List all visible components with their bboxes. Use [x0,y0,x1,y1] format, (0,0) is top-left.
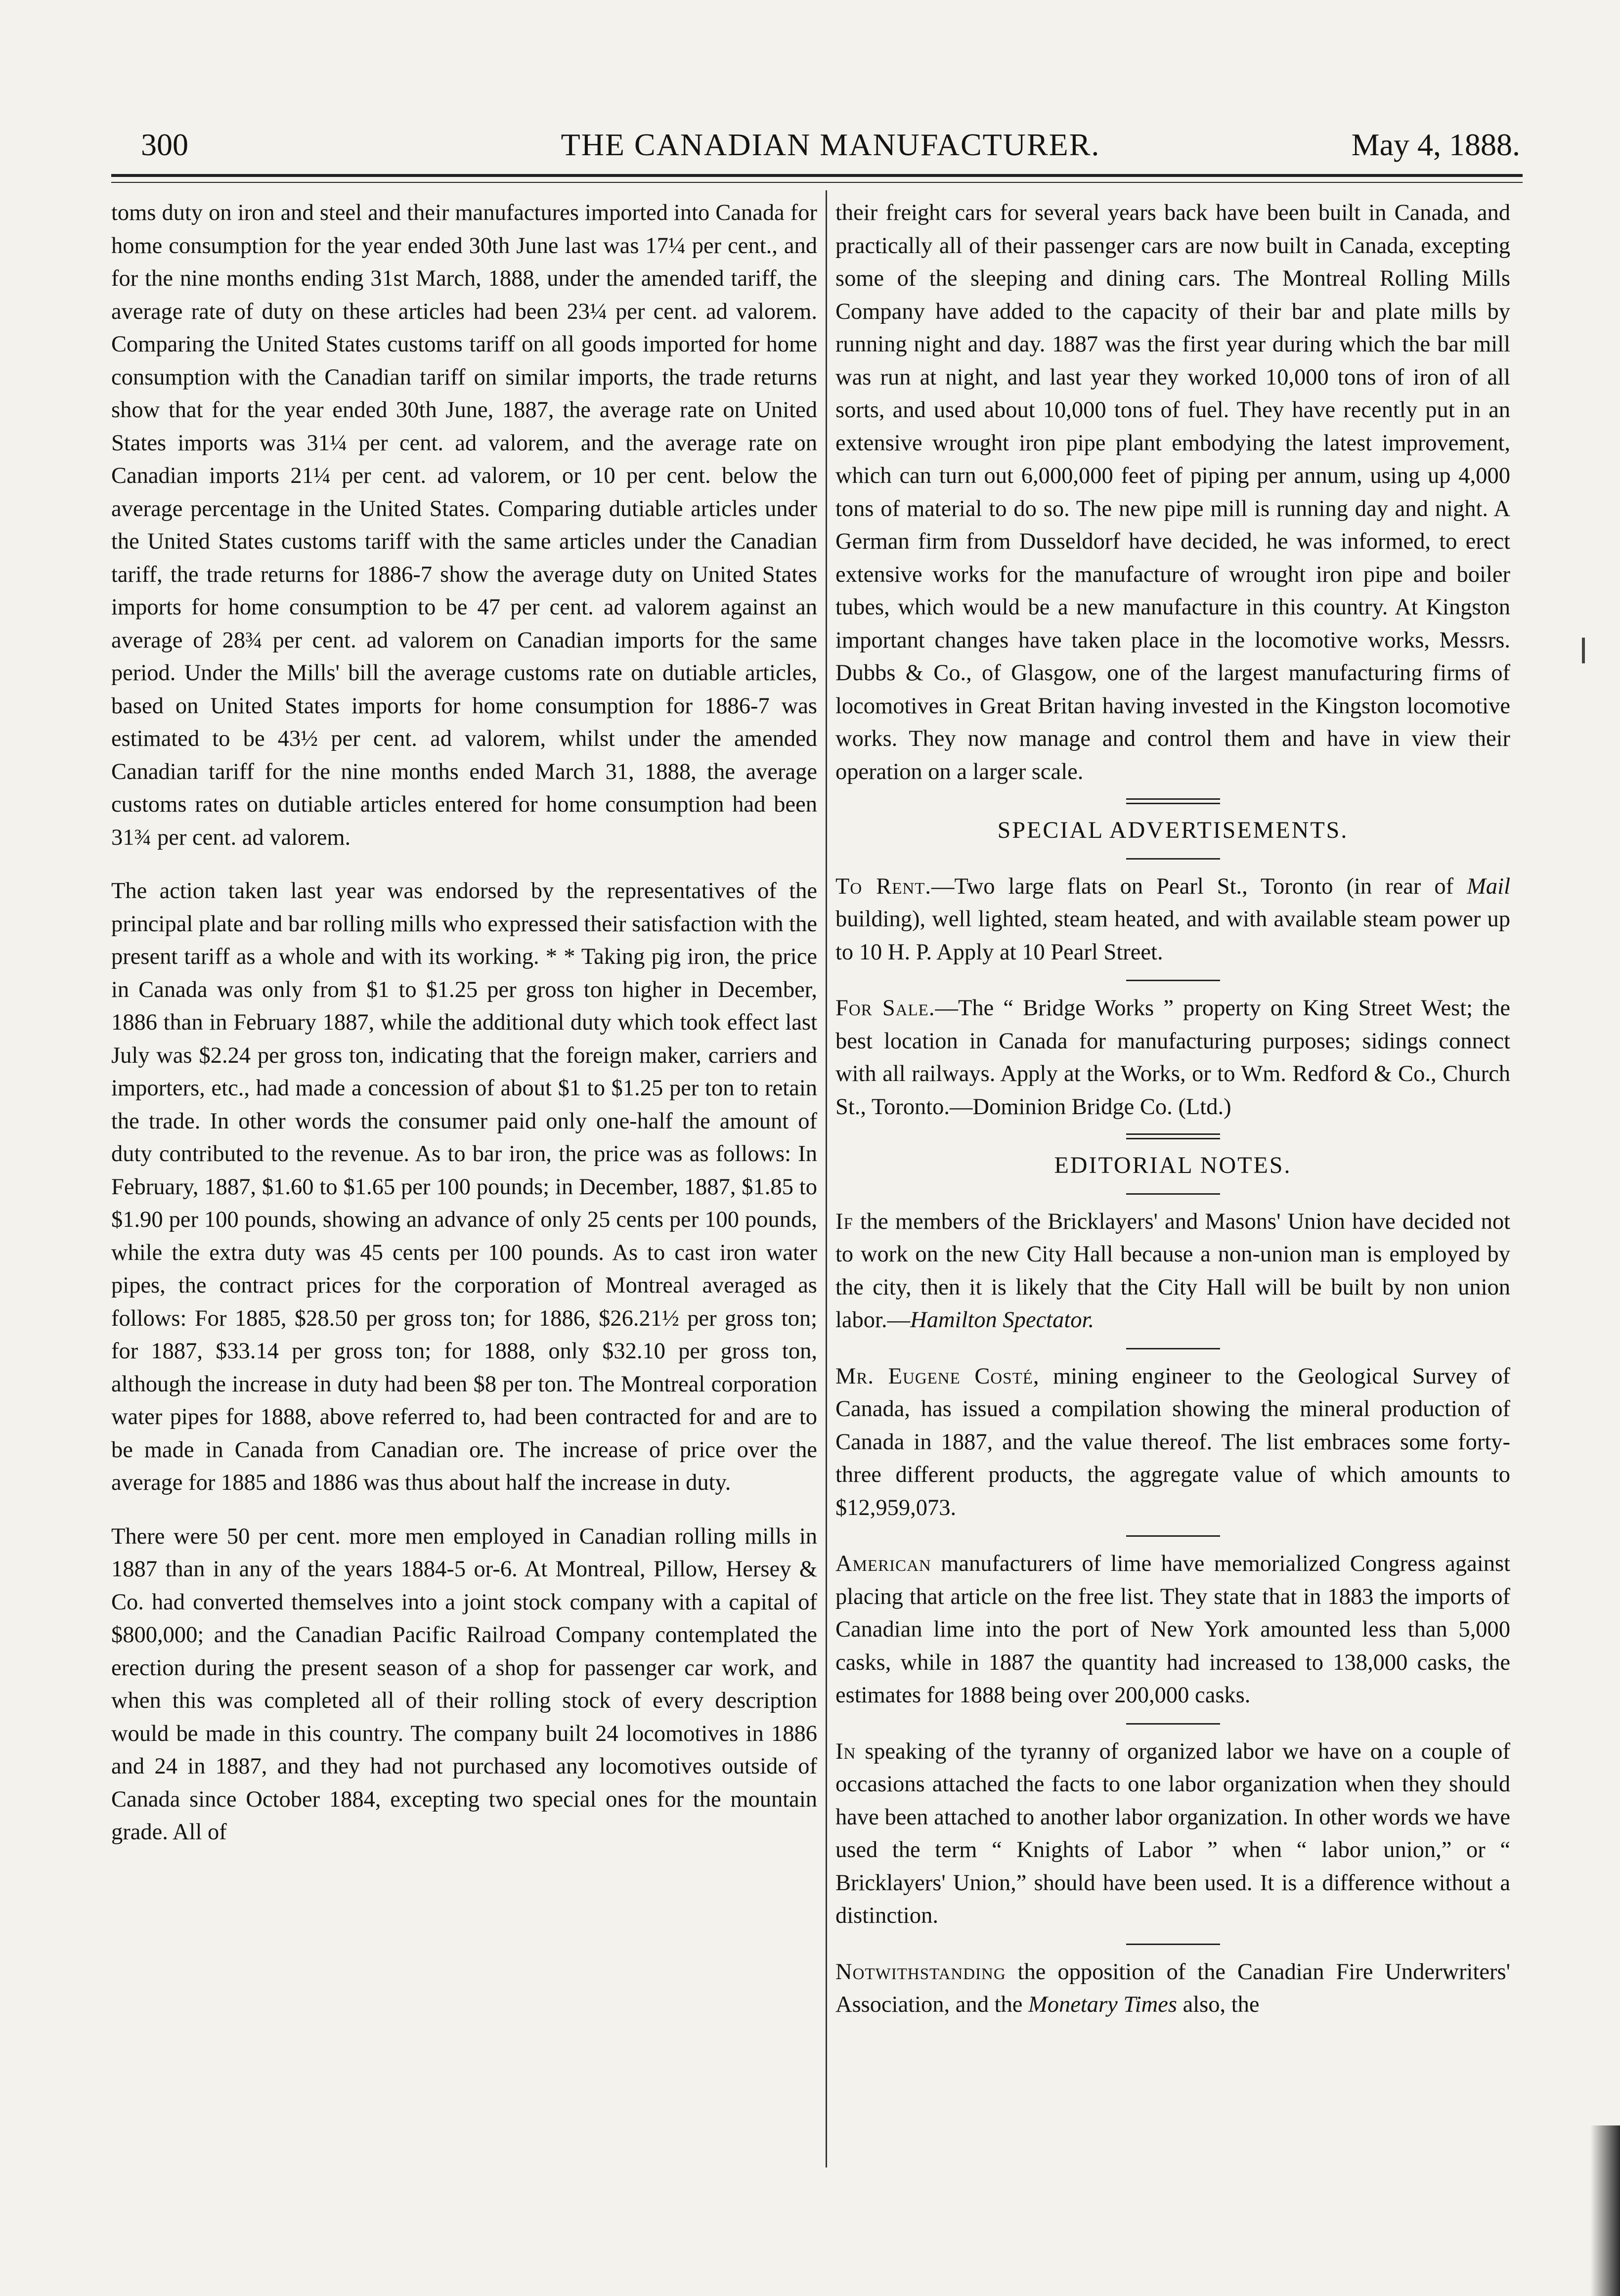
heading-rule [1126,1193,1220,1195]
section-divider [1126,1133,1220,1139]
issue-date: May 4, 1888. [1351,127,1520,162]
editorial-note-5: Notwithstanding the opposition of the Canadian Fire Underwriters' Association, and the Monetary Times also, the [835,1959,1510,2017]
header-rule-thin [111,182,1523,183]
note-divider [1126,1535,1220,1537]
special-advertisements-heading: SPECIAL ADVERTISEMENTS. [997,817,1349,843]
advertisement-for-sale: For Sale.—The “ Bridge Works ” property on King Street West; the best location in Canada for manufacturing purposes; sidings connect with all railways. Apply at the Works, or to Wm. Redford & Co., Church St., Toronto.—Dominion Bridge Co. (Ltd.) [835,996,1510,1120]
note-divider [1126,1723,1220,1725]
editorial-note-4: In speaking of the tyranny of organized labor we have on a couple of occasions attached the facts to one labor organization when they should have been attached to another labor organization. In other words we have used the term “ Knights of Labor ” when “ labor union,” or “ Bricklayers' Union,” should have been used. It is a difference without a distinction. [835,1738,1510,1928]
header-rule [111,174,1523,177]
editorial-note-1: If the members of the Bricklayers' and Masons' Union have decided not to work on the new City Hall because a non-union man is employed by the city, then it is likely that the City Hall will be built by non union labor.—Hamilton Spectator. [835,1209,1510,1333]
left-paragraph-2: The action taken last year was endorsed by the representatives of the principal plate and bar rolling mills who expressed their satisfaction with the present tariff as a whole and with its working. * * Taking pig iron, the price in Canada was only from $1 to $1.25 per gross ton higher in December, 1886 than in February 1887, while the additional duty which took effect last July was $2.24 per gross ton, indicating that the foreign maker, carriers and importers, etc., had made a concession of about $1 to $1.25 per ton to retain the trade. In other words the consumer paid only one-half the amount of duty contributed to the revenue. As to bar iron, the price was as follows: In February, 1887, $1.60 to $1.65 per 100 pounds; in December, 1887, $1.85 to $1.90 per 100 pounds, showing an advance of only 25 cents per 100 pounds, while the extra duty was 45 cents per 100 pounds. As to cast iron water pipes, the contract prices for the corporation of Montreal averaged as follows: For 1885, $28.50 per gross ton; for 1886, $26.21½ per gross ton; for 1887, $33.14 per gross ton; for 1888, only $32.10 per gross ton, although the increase in duty had been $8 per ton. The Montreal corporation water pipes for 1888, above referred to, had been contracted for and are to be made in Canada from Canadian ore. The increase of price over the average for 1885 and 1886 was thus about half the increase in duty. [111,878,817,1495]
left-column [111,197,817,1849]
note-divider [1126,1944,1220,1945]
heading-rule [1126,858,1220,860]
ad-lead: For Sale. [835,996,935,1021]
margin-mark [1582,638,1585,663]
left-paragraph-3: There were 50 per cent. more men employed in Canadian rolling mills in 1887 than in any of the years 1884-5 or-6. At Montreal, Pillow, Hersey & Co. had converted themselves into a joint stock company with a capital of $800,000; and the Canadian Pacific Railroad Company contemplated the erection during the present season of a shop for passenger car work, and when this was completed all of their rolling stock of every description would be made in this country. The company built 24 locomotives in 1886 and 24 in 1887, and they had not purchased any locomotives outside of Canada since October 1884, excepting two special ones for the mountain grade. All of [111,1523,817,1845]
ad-lead: To Rent. [835,873,932,899]
ad-divider [1126,980,1220,981]
column-divider [826,190,827,2167]
page-edge-shadow [1590,2125,1620,2296]
right-column [835,197,1510,2022]
page-number: 300 [141,127,188,162]
publication-title: THE CANADIAN MANUFACTURER. [561,127,1100,162]
editorial-note-2: Mr. Eugene Costé, mining engineer to the Geological Survey of Canada, has issued a compilation showing the mineral production of Canada in 1887, and the value thereof. The list embraces some forty-three different products, the aggregate value of which amounts to $12,959,073. [835,1363,1510,1520]
page-header [141,118,1520,172]
note-divider [1126,1348,1220,1349]
right-paragraph-1: their freight cars for several years back have been built in Canada, and practically all of their passenger cars are now built in Canada, excepting some of the sleeping and dining cars. The Montreal Rolling Mills Company have added to the capacity of their bar and plate mills by running night and day. 1887 was the first year during which the bar mill was run at night, and last year they worked 10,000 tons of iron of all sorts, and used about 10,000 tons of fuel. They have recently put in an extensive wrought iron pipe plant embodying the latest improvement, which can turn out 6,000,000 feet of piping per annum, using up 4,000 tons of material to do so. The new pipe mill is running day and night. A German firm from Dusseldorf have decided, he was informed, to erect extensive works for the manufacture of wrought iron pipe and boiler tubes, which would be a new manufacture in this country. At Kingston important changes have taken place in the locomotive works, Messrs. Dubbs & Co., of Glasgow, one of the largest manufacturing firms of locomotives in Great Britan having invested in the Kingston locomotive works. They now manage and control them and have in view their operation on a larger scale. [835,200,1510,784]
section-divider [1126,798,1220,804]
advertisement-to-rent: To Rent.—Two large flats on Pearl St., Toronto (in rear of Mail building), well lighted, steam heated, and with available steam power up to 10 H. P. Apply at 10 Pearl Street. [835,873,1510,965]
left-paragraph-1: toms duty on iron and steel and their manufactures imported into Canada for home consumption for the year ended 30th June last was 17¼ per cent., and for the nine months ending 31st March, 1888, under the amended tariff, the average rate of duty on these articles had been 23¼ per cent. ad valorem. Comparing the United States customs tariff on all goods imported for home consumption with the Canadian tariff on similar imports, the trade returns show that for the year ended 30th June, 1887, the average rate on United States imports was 31¼ per cent. ad valorem, and the average rate on Canadian imports 21¼ per cent. ad valorem, or 10 per cent. below the average percentage in the United States. Comparing dutiable articles under the United States customs tariff with the same articles under the Canadian tariff, the trade returns for 1886-7 show the average duty on United States imports for home consumption to be 47 per cent. ad valorem against an average of 28¾ per cent. ad valorem on Canadian imports for the same period. Under the Mills' bill the average customs rate on dutiable articles, based on United States imports for home consumption for 1886-7 was estimated to be 43½ per cent. ad valorem, whilst under the amended Canadian tariff for the nine months ended March 31, 1888, the average customs rates on dutiable articles entered for home consumption had been 31¾ per cent. ad valorem. [111,200,817,850]
editorial-note-3: American manufacturers of lime have memorialized Congress against placing that article on the free list. They state that in 1883 the imports of Canadian lime into the port of New York amounted less than 5,000 casks, while in 1887 the quantity had increased to 138,000 casks, the estimates for 1888 being over 200,000 casks. [835,1551,1510,1708]
editorial-notes-heading: EDITORIAL NOTES. [1054,1152,1292,1178]
